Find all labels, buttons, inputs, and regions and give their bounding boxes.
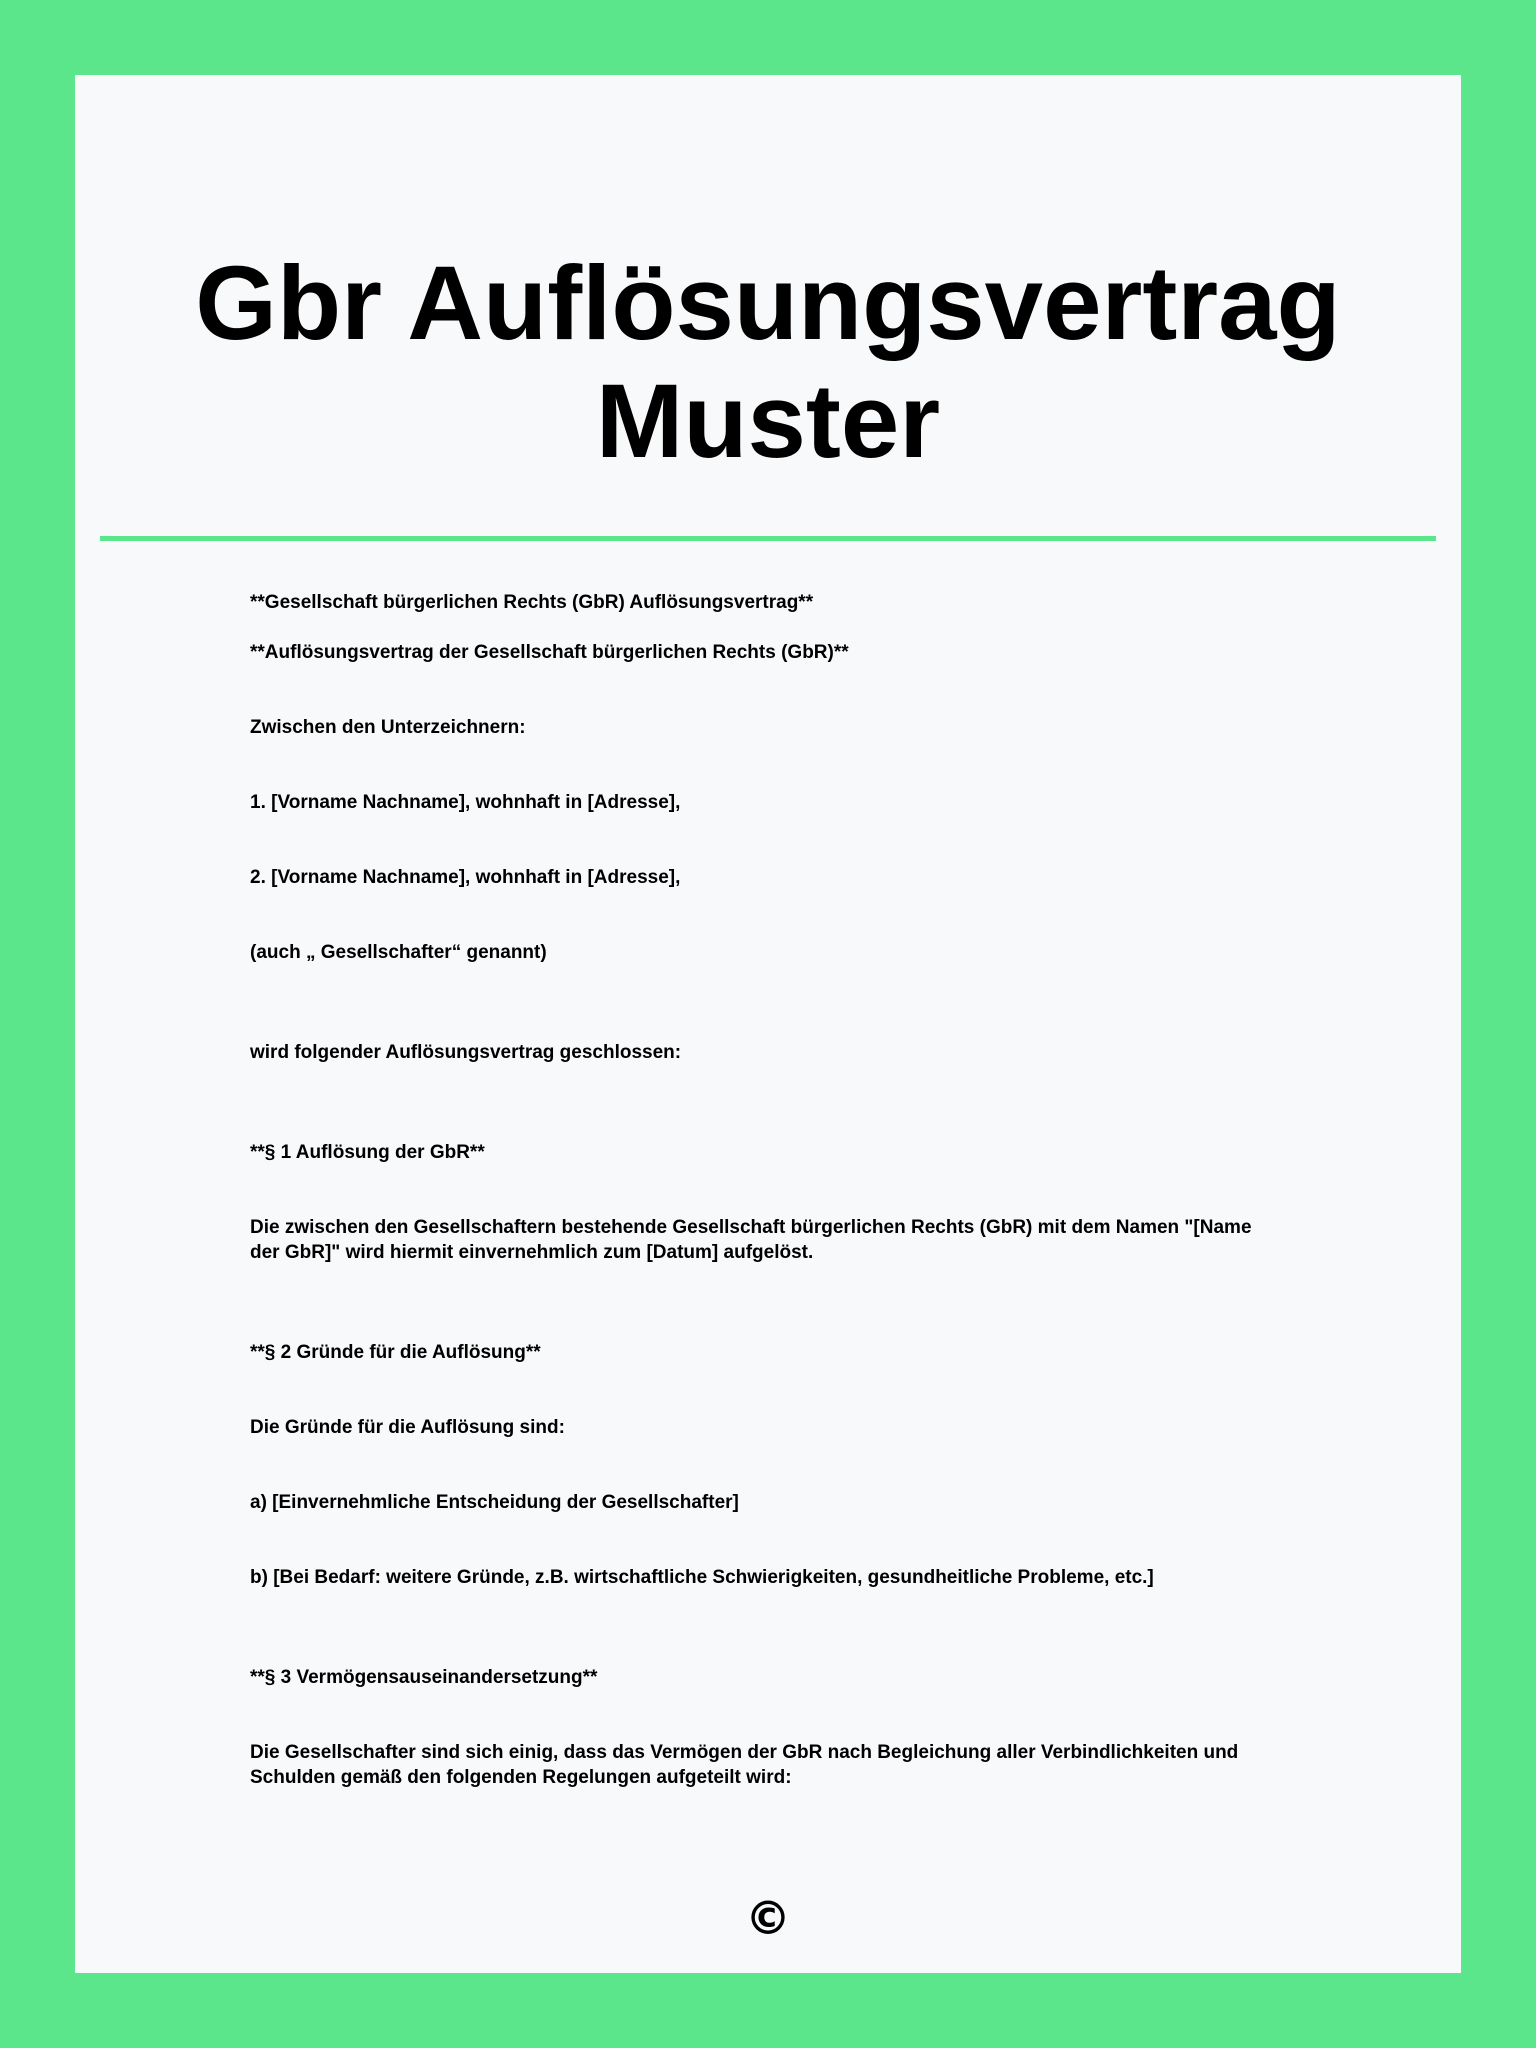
document-title: Gbr Auflösungsvertrag Muster bbox=[195, 245, 1341, 480]
party-2: 2. [Vorname Nachname], wohnhaft in [Adresse], bbox=[250, 867, 681, 888]
contract-concluded: wird folgender Auflösungsvertrag geschlossen: bbox=[250, 1042, 682, 1063]
section-1-heading: **§ 1 Auflösung der GbR** bbox=[250, 1142, 485, 1163]
partners-note: (auch „ Gesellschafter“ genannt) bbox=[250, 942, 547, 963]
reason-a: a) [Einvernehmliche Entscheidung der Gesellschafter] bbox=[250, 1492, 739, 1513]
heading-contract-subtitle: **Auflösungsvertrag der Gesellschaft bürgerlichen Rechts (GbR)** bbox=[250, 642, 849, 663]
title-divider bbox=[100, 536, 1436, 541]
section-2-heading: **§ 2 Gründe für die Auflösung** bbox=[250, 1342, 541, 1363]
section-3-heading: **§ 3 Vermögensauseinandersetzung** bbox=[250, 1667, 598, 1688]
section-3-text: Die Gesellschafter sind sich einig, dass das Vermögen der GbR nach Begleichung aller Verbindlichkeiten und Schulden gemäß den folgenden Regelungen aufgeteilt wird: bbox=[250, 1742, 1239, 1788]
copyright-icon: © bbox=[745, 1891, 791, 1945]
document-page bbox=[75, 75, 1461, 1973]
party-1: 1. [Vorname Nachname], wohnhaft in [Adresse], bbox=[250, 792, 681, 813]
section-2-intro: Die Gründe für die Auflösung sind: bbox=[250, 1417, 565, 1438]
heading-gbr-contract: **Gesellschaft bürgerlichen Rechts (GbR) Auflösungsvertrag** bbox=[250, 592, 814, 613]
reason-b: b) [Bei Bedarf: weitere Gründe, z.B. wirtschaftliche Schwierigkeiten, gesundheitliche Probleme, etc.] bbox=[250, 1567, 1154, 1588]
section-1-text: Die zwischen den Gesellschaftern bestehende Gesellschaft bürgerlichen Rechts (GbR) mit dem Namen "[Name der GbR]" wird hiermit einvernehmlich zum [Datum] aufgelöst. bbox=[250, 1217, 1252, 1263]
paragraph-between-signatories: Zwischen den Unterzeichnern: bbox=[250, 717, 526, 738]
